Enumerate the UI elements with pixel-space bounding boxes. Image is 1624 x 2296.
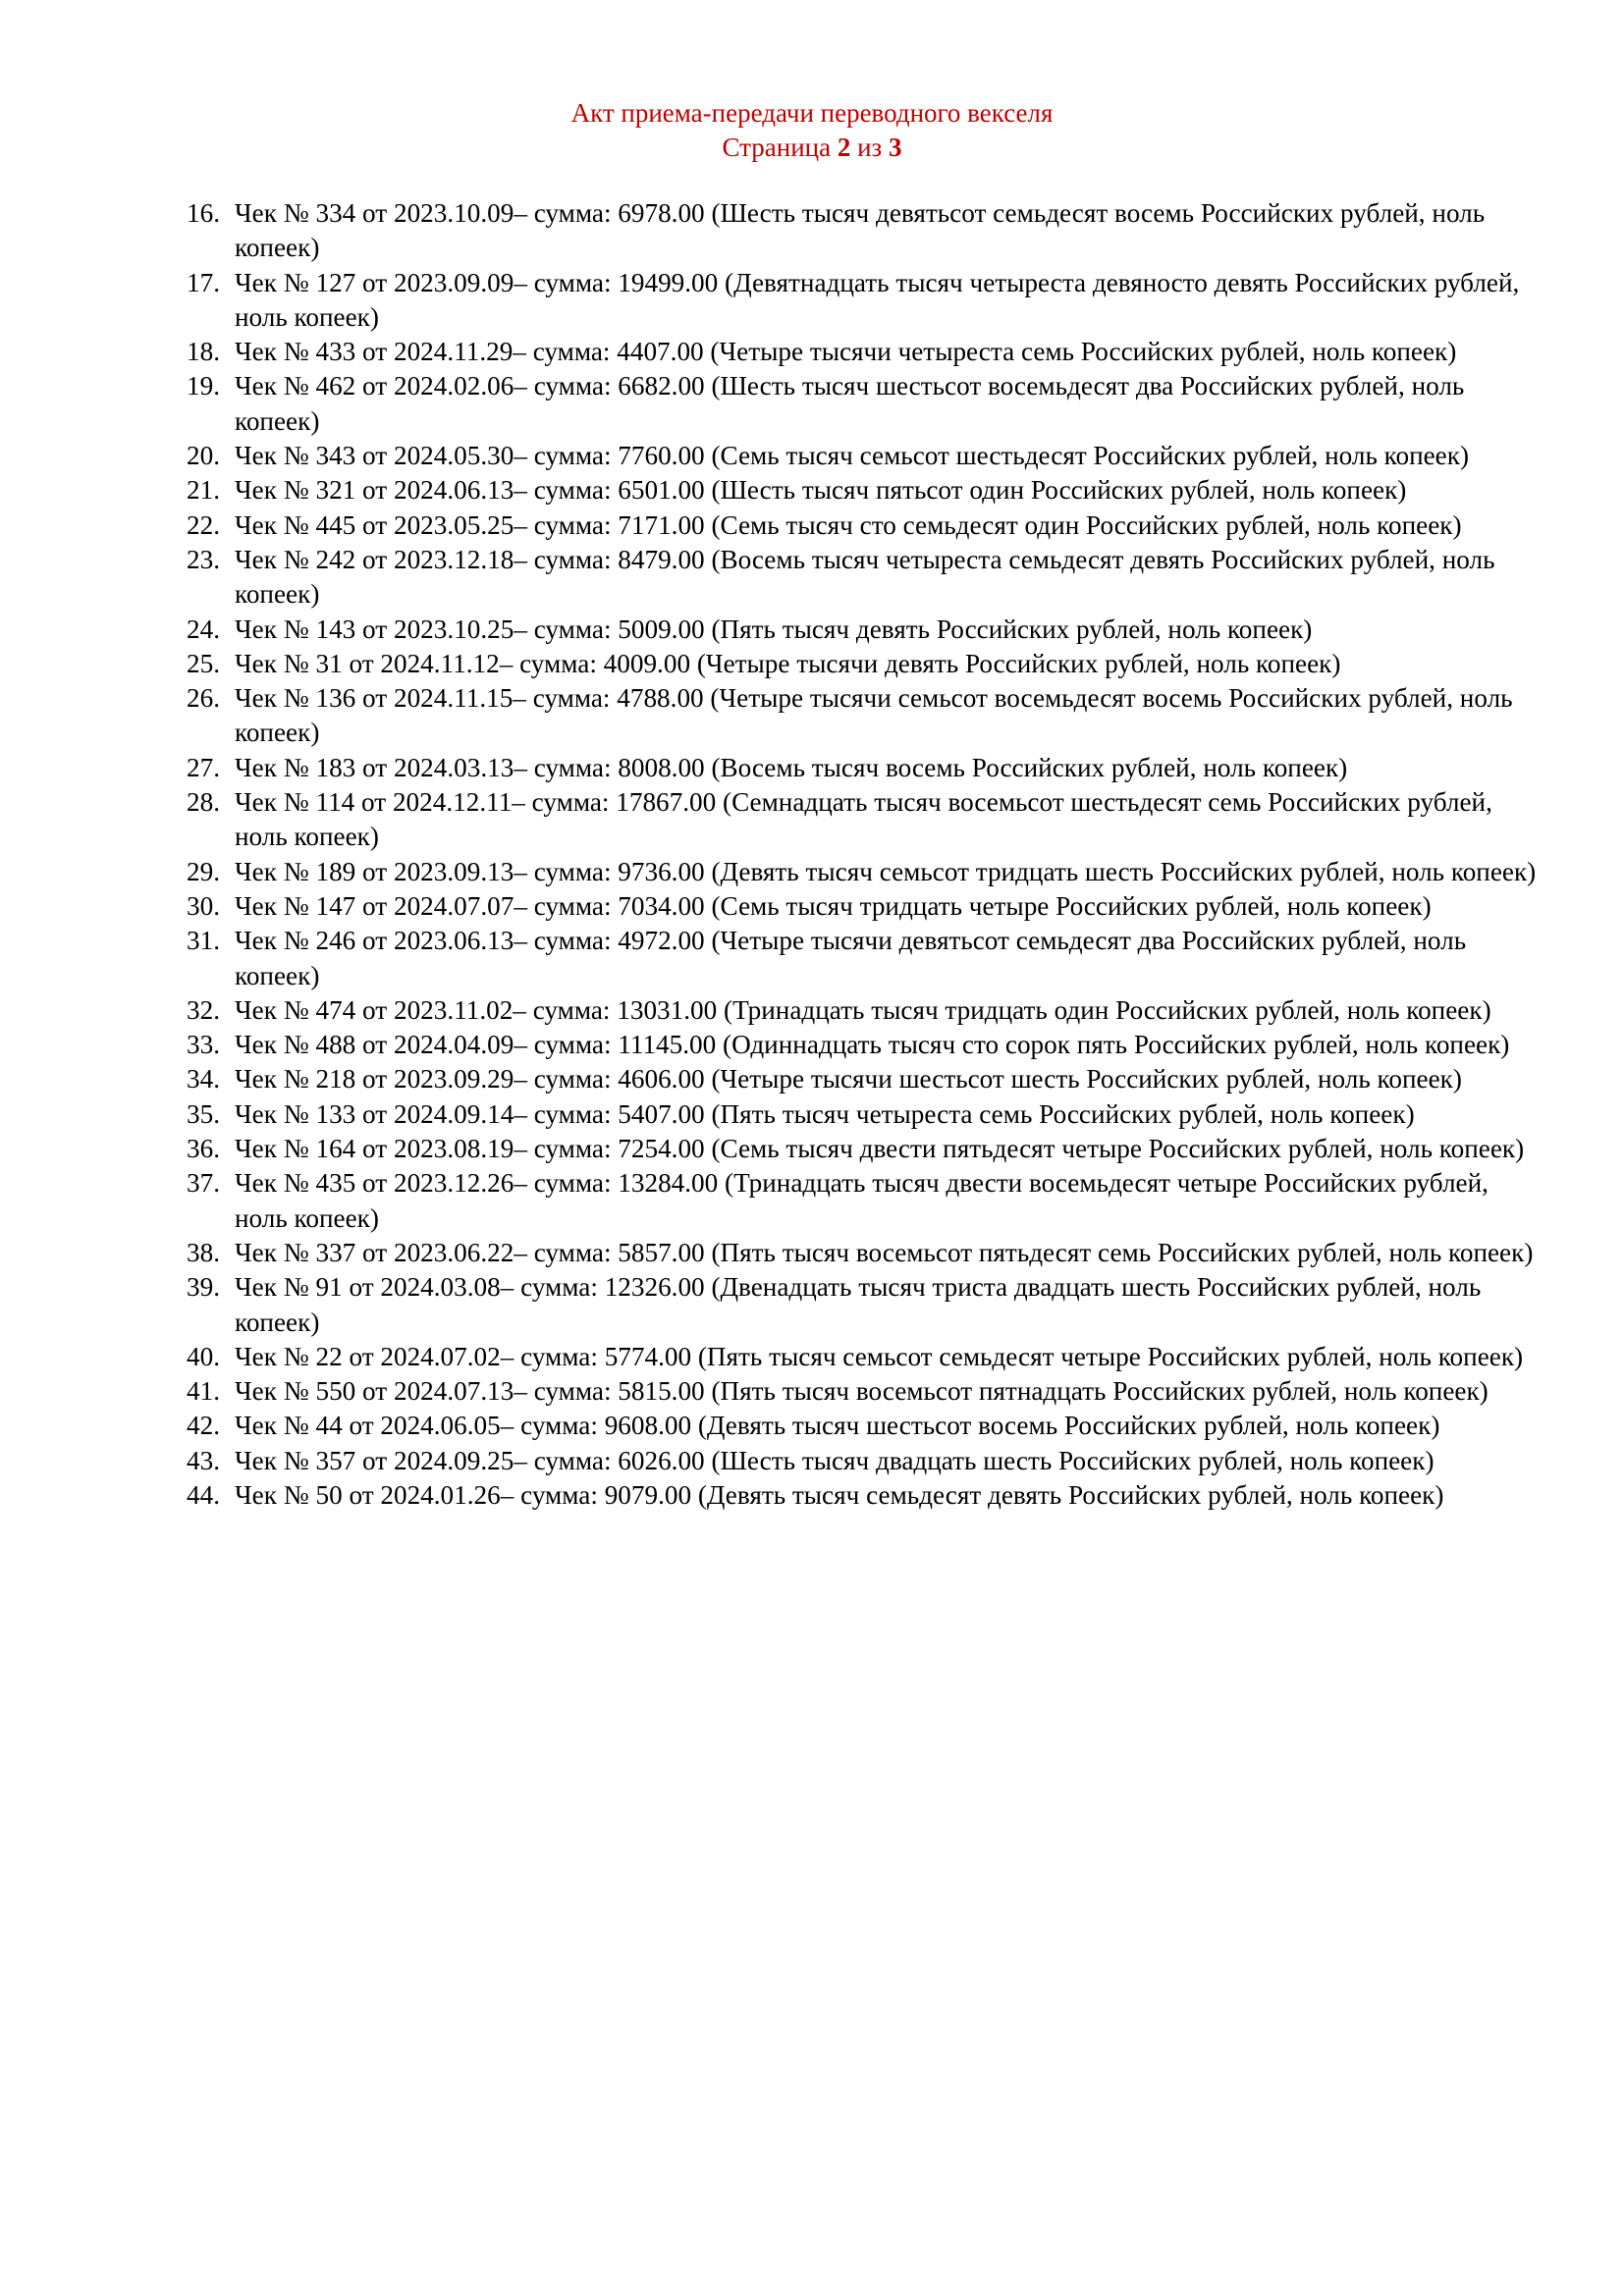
item-number: 22.: [187, 509, 220, 540]
item-number: 24.: [187, 614, 220, 644]
item-number: 28.: [187, 787, 220, 818]
list-item: [187, 1340, 1542, 1374]
item-number: 30.: [187, 890, 220, 921]
list-item: [187, 508, 1542, 543]
item-text: Чек № 462 от 2024.02.06– сумма: 6682.00 (Шесть тысяч шестьсот восемьдесят два Российских рублей, ноль копеек): [235, 371, 1465, 436]
list-item: [187, 1374, 1542, 1409]
list-item: [187, 855, 1542, 889]
item-number: 41.: [187, 1376, 220, 1407]
item-number: 25.: [187, 648, 220, 678]
item-number: 37.: [187, 1168, 220, 1199]
list-item: [187, 473, 1542, 507]
item-number: 21.: [187, 475, 220, 506]
item-number: 20.: [187, 441, 220, 471]
item-text: Чек № 474 от 2023.11.02– сумма: 13031.00 (Тринадцать тысяч тридцать один Российских рублей, ноль копеек): [235, 994, 1491, 1025]
item-text: Чек № 91 от 2024.03.08– сумма: 12326.00 (Двенадцать тысяч триста двадцать шесть Российских рублей, ноль копеек): [235, 1272, 1482, 1337]
list-item: [187, 1270, 1542, 1340]
item-text: Чек № 189 от 2023.09.13– сумма: 9736.00 (Девять тысяч семьсот тридцать шесть Российских рублей, ноль копеек): [235, 856, 1537, 886]
list-item: [187, 1236, 1542, 1270]
list-item: [187, 993, 1542, 1028]
item-number: 31.: [187, 926, 220, 956]
item-text: Чек № 433 от 2024.11.29– сумма: 4407.00 (Четыре тысячи четыреста семь Российских рублей, ноль копеек): [235, 337, 1457, 367]
item-text: Чек № 357 от 2024.09.25– сумма: 6026.00 (Шесть тысяч двадцать шесть Российских рублей, ноль копеек): [235, 1445, 1435, 1475]
item-text: Чек № 550 от 2024.07.13– сумма: 5815.00 (Пять тысяч восемьсот пятнадцать Российских рублей, ноль копеек): [235, 1376, 1489, 1407]
item-number: 19.: [187, 371, 220, 401]
item-text: Чек № 147 от 2024.07.07– сумма: 7034.00 (Семь тысяч тридцать четыре Российских рублей, ноль копеек): [235, 890, 1432, 921]
item-text: Чек № 50 от 2024.01.26– сумма: 9079.00 (Девять тысяч семьдесят девять Российских рублей, ноль копеек): [235, 1479, 1444, 1510]
item-number: 17.: [187, 267, 220, 297]
list-item: [187, 1478, 1542, 1513]
page-total: 3: [888, 133, 902, 162]
item-number: 38.: [187, 1237, 220, 1267]
item-text: Чек № 22 от 2024.07.02– сумма: 5774.00 (Пять тысяч семьсот семьдесят четыре Российских рублей, ноль копеек): [235, 1341, 1524, 1371]
item-number: 18.: [187, 337, 220, 367]
list-item: [187, 1028, 1542, 1062]
item-number: 34.: [187, 1064, 220, 1095]
item-number: 44.: [187, 1479, 220, 1510]
list-item: [187, 335, 1542, 369]
item-text: Чек № 136 от 2024.11.15– сумма: 4788.00 (Четыре тысячи семьсот восемьдесят восемь Российских рублей, ноль копеек): [235, 683, 1513, 748]
list-item: [187, 681, 1542, 751]
item-number: 33.: [187, 1030, 220, 1060]
list-item: [187, 266, 1542, 336]
item-text: Чек № 31 от 2024.11.12– сумма: 4009.00 (Четыре тысячи девять Российских рублей, ноль копеек): [235, 648, 1341, 678]
item-number: 39.: [187, 1272, 220, 1303]
page-header: [0, 96, 1624, 165]
list-item: [187, 1062, 1542, 1096]
item-text: Чек № 44 от 2024.06.05– сумма: 9608.00 (Девять тысяч шестьсот восемь Российских рублей, ноль копеек): [235, 1411, 1440, 1441]
item-text: Чек № 183 от 2024.03.13– сумма: 8008.00 (Восемь тысяч восемь Российских рублей, ноль копеек): [235, 752, 1348, 782]
page-indicator: [0, 131, 1624, 165]
page-sep: из: [857, 133, 883, 162]
list-item: [187, 1409, 1542, 1443]
list-item: [187, 1444, 1542, 1478]
item-number: 35.: [187, 1098, 220, 1129]
item-number: 43.: [187, 1445, 220, 1475]
item-text: Чек № 488 от 2024.04.09– сумма: 11145.00 (Одиннадцать тысяч сто сорок пять Российских рублей, ноль копеек): [235, 1030, 1510, 1060]
item-text: Чек № 435 от 2023.12.26– сумма: 13284.00 (Тринадцать тысяч двести восемьдесят четыре Российских рублей, ноль копеек): [235, 1168, 1489, 1233]
list-item: [187, 543, 1542, 613]
item-number: 16.: [187, 198, 220, 228]
item-text: Чек № 321 от 2024.06.13– сумма: 6501.00 (Шесть тысяч пятьсот один Российских рублей, ноль копеек): [235, 475, 1407, 506]
item-number: 29.: [187, 856, 220, 886]
page-prefix: Страница: [722, 133, 832, 162]
list-item: [187, 785, 1542, 855]
check-list: [187, 196, 1542, 1513]
item-number: 42.: [187, 1411, 220, 1441]
list-item: [187, 369, 1542, 439]
item-text: Чек № 343 от 2024.05.30– сумма: 7760.00 (Семь тысяч семьсот шестьдесят Российских рублей, ноль копеек): [235, 441, 1470, 471]
list-item: [187, 889, 1542, 924]
list-item: [187, 613, 1542, 647]
item-number: 36.: [187, 1134, 220, 1164]
list-item: [187, 439, 1542, 473]
list-item: [187, 1132, 1542, 1166]
item-text: Чек № 133 от 2024.09.14– сумма: 5407.00 (Пять тысяч четыреста семь Российских рублей, ноль копеек): [235, 1098, 1415, 1129]
list-item: [187, 924, 1542, 993]
item-number: 32.: [187, 994, 220, 1025]
item-text: Чек № 242 от 2023.12.18– сумма: 8479.00 (Восемь тысяч четыреста семьдесят девять Российских рублей, ноль копеек): [235, 544, 1495, 610]
item-number: 40.: [187, 1341, 220, 1371]
item-number: 26.: [187, 683, 220, 714]
page-current: 2: [837, 133, 851, 162]
item-text: Чек № 334 от 2023.10.09– сумма: 6978.00 (Шесть тысяч девятьсот семьдесят восемь Российских рублей, ноль копеек): [235, 198, 1486, 263]
item-text: Чек № 337 от 2023.06.22– сумма: 5857.00 (Пять тысяч восемьсот пятьдесят семь Российских рублей, ноль копеек): [235, 1237, 1534, 1267]
item-text: Чек № 445 от 2023.05.25– сумма: 7171.00 (Семь тысяч сто семьдесят один Российских рублей, ноль копеек): [235, 509, 1462, 540]
item-number: 23.: [187, 544, 220, 574]
document-title: Акт приема-передачи переводного векселя: [570, 98, 1054, 128]
item-text: Чек № 164 от 2023.08.19– сумма: 7254.00 (Семь тысяч двести пятьдесят четыре Российских рублей, ноль копеек): [235, 1134, 1525, 1164]
list-item: [187, 1097, 1542, 1132]
item-text: Чек № 246 от 2023.06.13– сумма: 4972.00 (Четыре тысячи девятьсот семьдесят два Российских рублей, ноль копеек): [235, 926, 1467, 990]
item-number: 27.: [187, 752, 220, 782]
item-text: Чек № 143 от 2023.10.25– сумма: 5009.00 (Пять тысяч девять Российских рублей, ноль копеек): [235, 614, 1313, 644]
list-item: [187, 647, 1542, 681]
list-item: [187, 751, 1542, 785]
item-text: Чек № 127 от 2023.09.09– сумма: 19499.00 (Девятнадцать тысяч четыреста девяносто девять Российских рублей, ноль копеек): [235, 267, 1520, 332]
item-text: Чек № 218 от 2023.09.29– сумма: 4606.00 (Четыре тысячи шестьсот шесть Российских рублей, ноль копеек): [235, 1064, 1462, 1095]
list-item: [187, 1166, 1542, 1236]
list-item: [187, 196, 1542, 266]
item-text: Чек № 114 от 2024.12.11– сумма: 17867.00 (Семнадцать тысяч восемьсот шестьдесят семь Российских рублей, ноль копеек): [235, 787, 1492, 852]
